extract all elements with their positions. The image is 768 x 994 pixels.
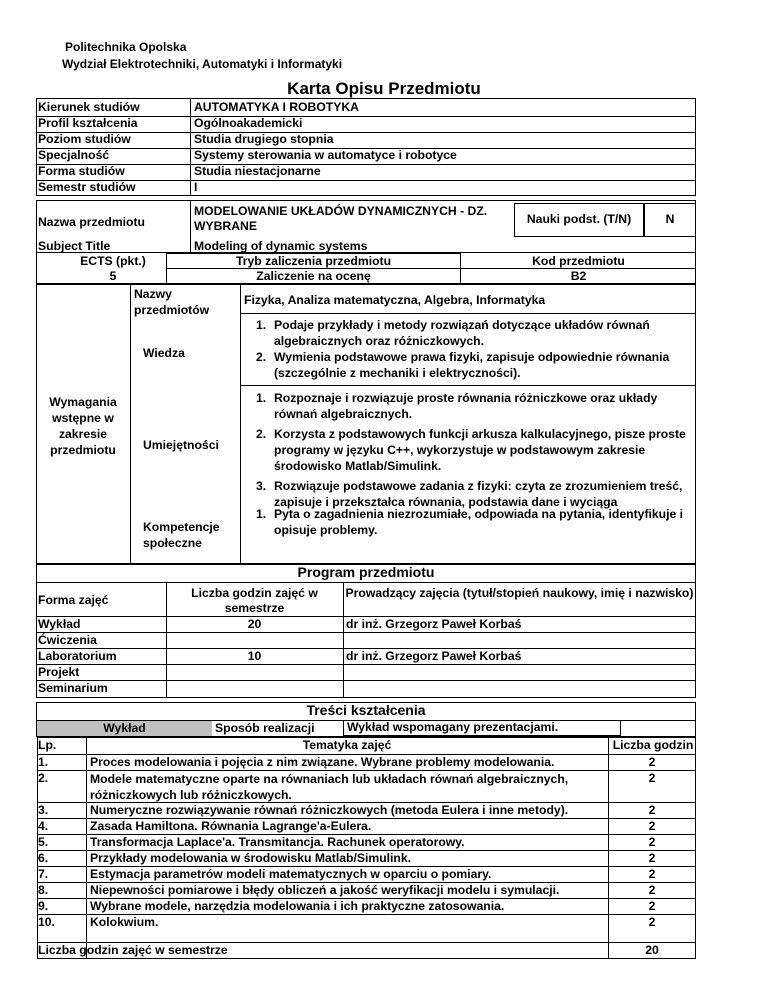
ects-label: ECTS (pkt.) [80,254,146,268]
study-info-value: Studia niestacjonarne [194,164,321,178]
topic-hours: 2 [648,803,656,817]
item-number: 2. [256,350,267,364]
social-competence-list [256,506,694,538]
course-name: MODELOWANIE UKŁADÓW DYNAMICZNYCH - DZ. WYBRANE [194,204,488,233]
study-info-label: Poziom studiów [38,132,131,146]
col-topic: Tematyka zajęć [302,738,392,752]
program-teacher: dr inż. Grzegorz Paweł Korbaś [346,617,522,631]
item-text: Wymienia podstawowe prawa fizyki, zapisuje odpowiednie równania (szczególnie z mechaniki i elektryczności). [274,350,670,380]
study-info-label: Profil kształcenia [38,116,138,130]
topic-hours: 2 [648,883,656,897]
program-form: Laboratorium [38,649,117,663]
program-form: Seminarium [38,681,108,695]
topic-hours: 2 [648,899,656,913]
program-form: Wykład [38,617,81,631]
total-label: Liczba godzin zajęć w semestrze [38,943,228,957]
requirement-item [256,426,694,474]
item-number: 3. [256,479,267,493]
item-text: Korzysta z podstawowych funkcji arkusza kalkulacyjnego, pisze proste programy w języku C++, wykorzystuje w podstawowym zakresie środowisko Matlab/Simulink. [274,427,686,473]
col-lp: Lp. [38,738,57,752]
subject-title: Modeling of dynamic systems [194,239,368,253]
code-value: B2 [570,269,587,283]
topic-lp: 8. [38,883,49,897]
total-value: 20 [645,943,659,957]
topic-lp: 7. [38,867,49,881]
study-info-label: Semestr studiów [38,180,136,194]
topic-hours: 2 [648,867,656,881]
col-form: Forma zajęć [38,593,109,607]
topic-text: Niepewności pomiarowe i błędy obliczeń a jakość weryfikacji modelu i symulacji. [90,883,560,897]
topic-text: Kolokwium. [90,915,159,929]
requirement-item [256,506,694,538]
social-competence-label: Kompetencje społeczne [143,520,220,550]
topic-text: Przykłady modelowania w środowisku Matlab/Simulink. [90,851,412,865]
knowledge-label: Wiedza [143,346,185,360]
basic-sciences-label: Nauki podst. (T/N) [526,212,632,226]
topic-hours: 2 [648,835,656,849]
basic-sciences-value: N [665,212,675,226]
code-label: Kod przedmiotu [532,254,625,268]
program-hours: 10 [247,649,262,663]
program-hours: 20 [247,617,262,631]
mode-label: Tryb zaliczenia przedmiotu [235,254,392,268]
content-title: Treści kształcenia [306,702,426,718]
subject-title-label: Subject Title [38,239,111,253]
method-label: Sposób realizacji [215,721,315,735]
university-name: Politechnika Opolska [65,40,187,54]
topic-lp: 4. [38,819,49,833]
requirement-item [256,317,694,349]
topic-text: Wybrane modele, narzędzia modelowania i ich praktyczne zatosowania. [90,899,505,913]
topic-hours: 2 [648,755,656,769]
item-number: 1. [256,318,267,332]
requirement-item [256,349,694,381]
document-title: Karta Opisu Przedmiotu [287,79,481,98]
skills-label: Umiejętności [143,438,219,452]
program-form: Projekt [38,665,80,679]
requirement-item [256,390,694,422]
study-info-value: I [194,180,198,194]
topic-lp: 2. [38,771,49,785]
requirements-label: Wymagania wstępne w zakresie przedmiotu [49,395,117,457]
topic-hours: 2 [648,851,656,865]
topic-lp: 3. [38,803,49,817]
item-text: Podaje przykłady i metody rozwiązań dotyczące układów równań algebraicznych oraz różniczkowych. [274,318,650,348]
topic-lp: 10. [38,915,55,929]
ects-value: 5 [109,269,117,283]
topic-text: Zasada Hamiltona. Równania Lagrange'a-Eulera. [90,819,372,833]
study-info-value: Ogólnoakademicki [194,116,303,130]
topic-lp: 6. [38,851,49,865]
program-title: Program przedmiotu [297,564,435,580]
topic-lp: 9. [38,899,49,913]
topic-text: Estymacja parametrów modeli matematycznych w oparciu o pomiary. [90,867,492,881]
col-teacher: Prowadzący zajęcia (tytuł/stopień naukowy, imię i nazwisko) [345,586,694,600]
topic-text: Modele matematyczne oparte na równaniach lub układach równań algebraicznych, różniczkowych lub różniczkowych. [90,772,569,802]
item-text: Rozpoznaje i rozwiązuje proste równania różniczkowe oraz układy równań algebraicznych. [274,391,658,421]
prerequisite-subjects: Fizyka, Analiza matematyczna, Algebra, Informatyka [244,293,546,307]
subjects-label: Nazwy przedmiotów [134,287,210,317]
knowledge-list [256,317,694,381]
item-text: Pyta o zagadnienia niezrozumiałe, odpowiada na pytania, identyfikuje i opisuje problemy. [274,507,684,537]
topic-text: Proces modelowania i pojęcia z nim związane. Wybrane problemy modelowania. [90,755,555,769]
content-form: Wykład [103,721,146,735]
topic-hours: 2 [648,915,656,929]
study-info-value: Studia drugiego stopnia [194,132,334,146]
study-info-value: Systemy sterowania w automatyce i robotyce [194,148,457,162]
program-form: Ćwiczenia [38,633,97,647]
study-info-value: AUTOMATYKA I ROBOTYKA [194,100,359,114]
study-info-label: Forma studiów [38,164,125,178]
topic-hours: 2 [648,819,656,833]
topic-hours: 2 [648,771,656,785]
col-hours: Liczba godzin zajęć w semestrze [191,586,318,615]
topic-text: Numeryczne rozwiązywanie równań różniczkowych (metoda Eulera i inne metody). [90,803,569,817]
mode-value: Zaliczenie na ocenę [256,269,371,283]
col-topic-hours: Liczba godzin [612,738,694,752]
faculty-name: Wydział Elektrotechniki, Automatyki i Informatyki [62,57,343,71]
topic-text: Transformacja Laplace'a. Transmitancja. Rachunek operatorowy. [90,835,465,849]
item-number: 2. [256,427,267,441]
program-teacher: dr inż. Grzegorz Paweł Korbaś [346,649,522,663]
skills-list [256,390,694,510]
method-value: Wykład wspomagany prezentacjami. [347,720,559,734]
item-text: Rozwiązuje podstawowe zadania z fizyki: czyta ze zrozumieniem treść, zapisuje i przekształca równania, podstawia dane i wyciąga [274,479,683,509]
item-number: 1. [256,507,267,521]
topic-lp: 5. [38,835,49,849]
topic-lp: 1. [38,755,49,769]
study-info-label: Specjalność [38,148,110,162]
item-number: 1. [256,391,267,405]
study-info-label: Kierunek studiów [38,100,140,114]
course-name-label: Nazwa przedmiotu [38,215,145,229]
